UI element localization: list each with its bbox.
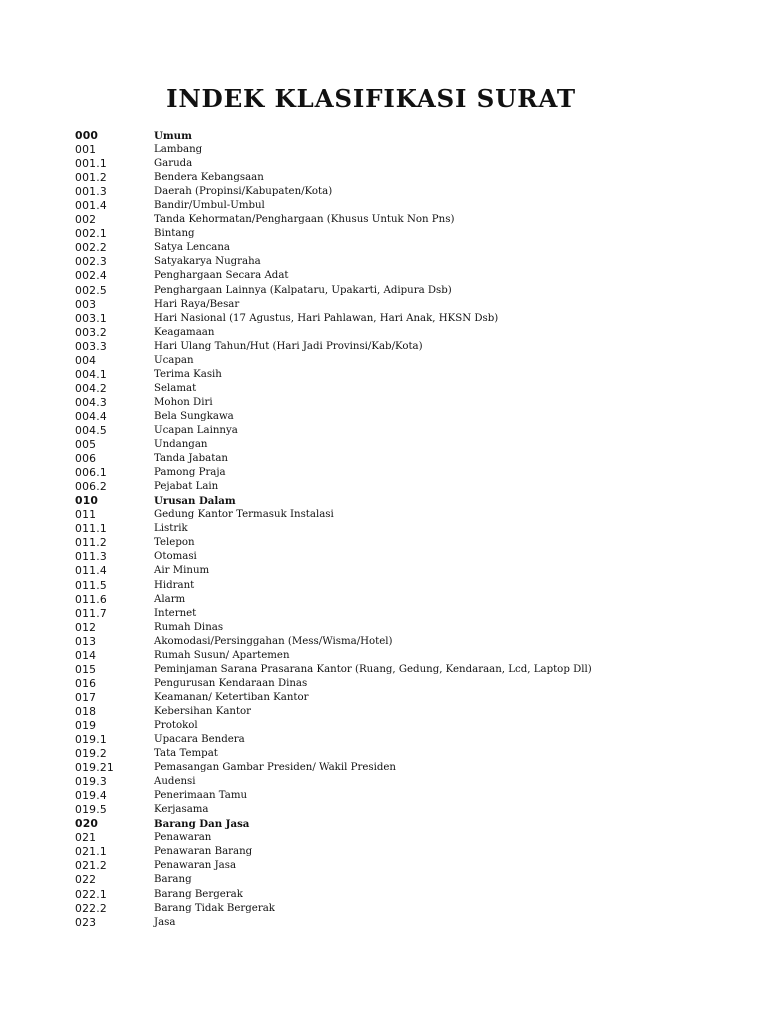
- list-item: [75, 733, 735, 747]
- list-item: [75, 298, 735, 312]
- classification-code: 021.2: [75, 859, 107, 873]
- classification-label: Jasa: [154, 916, 176, 928]
- classification-label: Audensi: [154, 776, 196, 788]
- classification-label: Pemasangan Gambar Presiden/ Wakil Presiden: [154, 762, 396, 774]
- classification-code: 006: [75, 452, 97, 466]
- classification-code: 004.2: [75, 381, 107, 395]
- list-item: [75, 340, 735, 354]
- classification-label: Hari Ulang Tahun/Hut (Hari Jadi Provinsi/Kab/Kota): [154, 340, 423, 352]
- classification-label: Barang Dan Jasa: [154, 818, 250, 831]
- list-item: [75, 480, 735, 494]
- list-item: [75, 269, 735, 283]
- classification-code: 001.2: [75, 171, 107, 185]
- classification-label: Akomodasi/Persinggahan (Mess/Wisma/Hotel): [154, 635, 393, 647]
- list-item: [75, 326, 735, 340]
- list-item: [75, 354, 735, 368]
- classification-label: Pengurusan Kendaraan Dinas: [154, 677, 308, 689]
- classification-label: Barang: [154, 874, 192, 886]
- classification-label: Tanda Jabatan: [154, 453, 228, 465]
- classification-code: 001: [75, 143, 97, 157]
- classification-code: 014: [75, 648, 97, 662]
- classification-label: Upacara Bendera: [154, 734, 245, 746]
- list-item: [75, 564, 735, 578]
- classification-label: Telepon: [154, 537, 195, 549]
- classification-code: 003.1: [75, 311, 107, 325]
- classification-label: Urusan Dalam: [154, 495, 236, 508]
- classification-code: 006.1: [75, 466, 107, 480]
- classification-label: Air Minum: [154, 565, 210, 577]
- classification-code: 011.4: [75, 564, 107, 578]
- list-item: [75, 227, 735, 241]
- classification-label: Mohon Diri: [154, 396, 213, 408]
- classification-code: 004.3: [75, 395, 107, 409]
- list-item: [75, 185, 735, 199]
- list-item: [75, 452, 735, 466]
- classification-code: 006.2: [75, 480, 107, 494]
- classification-label: Barang Bergerak: [154, 888, 243, 900]
- classification-label: Lambang: [154, 144, 203, 156]
- classification-label: Hari Raya/Besar: [154, 298, 240, 310]
- classification-code: 003: [75, 297, 97, 311]
- list-item: [75, 705, 735, 719]
- list-item: [75, 241, 735, 255]
- classification-label: Bela Sungkawa: [154, 410, 234, 422]
- list-item: [75, 691, 735, 705]
- list-item: [75, 466, 735, 480]
- classification-code: 003.3: [75, 339, 107, 353]
- list-item: [75, 368, 735, 382]
- list-item: [75, 579, 735, 593]
- list-item: [75, 171, 735, 185]
- classification-code: 002.2: [75, 241, 107, 255]
- classification-label: Peminjaman Sarana Prasarana Kantor (Ruang, Gedung, Kendaraan, Lcd, Laptop Dll): [154, 663, 592, 675]
- classification-code: 011.2: [75, 536, 107, 550]
- classification-label: Keamanan/ Ketertiban Kantor: [154, 691, 309, 703]
- classification-code: 002.3: [75, 255, 107, 269]
- list-item: [75, 747, 735, 761]
- classification-code: 015: [75, 662, 97, 676]
- list-item: [75, 522, 735, 536]
- list-item: [75, 410, 735, 424]
- classification-code: 019.4: [75, 789, 107, 803]
- classification-label: Internet: [154, 607, 197, 619]
- classification-label: Garuda: [154, 158, 193, 170]
- classification-code: 022: [75, 873, 97, 887]
- classification-label: Daerah (Propinsi/Kabupaten/Kota): [154, 186, 333, 198]
- classification-code: 004.5: [75, 423, 107, 437]
- list-item: [75, 789, 735, 803]
- list-item: [75, 607, 735, 621]
- list-item: [75, 213, 735, 227]
- classification-label: Bandir/Umbul-Umbul: [154, 200, 265, 212]
- classification-code: 011.6: [75, 592, 107, 606]
- classification-label: Alarm: [154, 593, 186, 605]
- classification-code: 011.5: [75, 578, 107, 592]
- classification-code: 021.1: [75, 845, 107, 859]
- classification-label: Pejabat Lain: [154, 481, 219, 493]
- classification-code: 021: [75, 831, 97, 845]
- classification-label: Hidrant: [154, 579, 195, 591]
- classification-code: 022.2: [75, 901, 107, 915]
- classification-label: Hari Nasional (17 Agustus, Hari Pahlawan, Hari Anak, HKSN Dsb): [154, 312, 499, 324]
- list-item: [75, 775, 735, 789]
- list-item: [75, 143, 735, 157]
- classification-code: 017: [75, 690, 97, 704]
- list-item: [75, 902, 735, 916]
- classification-code: 013: [75, 634, 97, 648]
- list-item: [75, 873, 735, 887]
- classification-label: Terima Kasih: [154, 368, 222, 380]
- list-item: [75, 649, 735, 663]
- classification-label: Selamat: [154, 382, 197, 394]
- classification-label: Tata Tempat: [154, 748, 218, 760]
- classification-code: 016: [75, 676, 97, 690]
- list-item: [75, 494, 735, 508]
- classification-code: 018: [75, 704, 97, 718]
- classification-code: 002.1: [75, 227, 107, 241]
- list-item: [75, 831, 735, 845]
- classification-code: 004.4: [75, 409, 107, 423]
- list-item: [75, 157, 735, 171]
- classification-label: Otomasi: [154, 551, 197, 563]
- list-item: [75, 255, 735, 269]
- classification-label: Umum: [154, 130, 192, 142]
- classification-label: Undangan: [154, 439, 208, 451]
- classification-code: 011.1: [75, 522, 107, 536]
- classification-label: Penghargaan Lainnya (Kalpataru, Upakarti, Adipura Dsb): [154, 284, 452, 296]
- classification-code: 002.4: [75, 269, 107, 283]
- classification-label: Gedung Kantor Termasuk Instalasi: [154, 509, 334, 521]
- classification-code: 010: [75, 494, 99, 508]
- classification-code: 001.1: [75, 157, 107, 171]
- classification-code: 002.5: [75, 283, 107, 297]
- classification-code: 004.1: [75, 367, 107, 381]
- list-item: [75, 817, 735, 831]
- page-title: INDEK KLASIFIKASI SURAT: [166, 84, 576, 113]
- classification-label: Tanda Kehormatan/Penghargaan (Khusus Untuk Non Pns): [154, 214, 455, 226]
- classification-label: Barang Tidak Bergerak: [154, 902, 275, 914]
- classification-label: Ucapan Lainnya: [154, 424, 238, 436]
- classification-code: 020: [75, 817, 99, 831]
- list-item: [75, 424, 735, 438]
- classification-label: Protokol: [154, 719, 198, 731]
- classification-label: Rumah Susun/ Apartemen: [154, 649, 290, 661]
- classification-code: 004: [75, 353, 97, 367]
- classification-label: Bintang: [154, 228, 195, 240]
- list-item: [75, 199, 735, 213]
- list-item: [75, 888, 735, 902]
- classification-label: Satyakarya Nugraha: [154, 256, 261, 268]
- classification-code: 011.7: [75, 606, 107, 620]
- classification-label: Bendera Kebangsaan: [154, 172, 264, 184]
- list-item: [75, 677, 735, 691]
- classification-code: 023: [75, 915, 97, 929]
- list-item: [75, 719, 735, 733]
- classification-label: Keagamaan: [154, 326, 215, 338]
- classification-code: 019.3: [75, 775, 107, 789]
- list-item: [75, 312, 735, 326]
- classification-code: 002: [75, 213, 97, 227]
- classification-code: 000: [75, 129, 99, 142]
- list-item: [75, 129, 735, 143]
- classification-code: 019.1: [75, 733, 107, 747]
- list-item: [75, 859, 735, 873]
- list-item: [75, 635, 735, 649]
- classification-label: Penawaran: [154, 832, 212, 844]
- list-item: [75, 438, 735, 452]
- list-item: [75, 663, 735, 677]
- classification-code: 001.3: [75, 185, 107, 199]
- classification-label: Pamong Praja: [154, 467, 226, 479]
- classification-code: 019.21: [75, 761, 114, 775]
- classification-code: 011.3: [75, 550, 107, 564]
- list-item: [75, 382, 735, 396]
- classification-code: 022.1: [75, 887, 107, 901]
- list-item: [75, 845, 735, 859]
- classification-code: 019.2: [75, 747, 107, 761]
- classification-code: 005: [75, 438, 97, 452]
- classification-label: Satya Lencana: [154, 242, 230, 254]
- list-item: [75, 396, 735, 410]
- list-item: [75, 593, 735, 607]
- classification-label: Kebersihan Kantor: [154, 705, 252, 717]
- list-item: [75, 916, 735, 930]
- classification-label: Ucapan: [154, 354, 194, 366]
- classification-label: Penawaran Barang: [154, 846, 253, 858]
- list-item: [75, 621, 735, 635]
- classification-label: Penawaran Jasa: [154, 860, 237, 872]
- classification-code: 012: [75, 620, 97, 634]
- classification-label: Rumah Dinas: [154, 621, 224, 633]
- classification-label: Penghargaan Secara Adat: [154, 270, 289, 282]
- classification-code: 019.5: [75, 803, 107, 817]
- list-item: [75, 284, 735, 298]
- classification-code: 003.2: [75, 325, 107, 339]
- classification-code: 001.4: [75, 199, 107, 213]
- classification-label: Listrik: [154, 523, 188, 535]
- classification-label: Penerimaan Tamu: [154, 790, 248, 802]
- classification-label: Kerjasama: [154, 804, 209, 816]
- list-item: [75, 761, 735, 775]
- list-item: [75, 803, 735, 817]
- list-item: [75, 508, 735, 522]
- list-item: [75, 550, 735, 564]
- classification-code: 019: [75, 718, 97, 732]
- classification-list: [75, 129, 735, 930]
- list-item: [75, 536, 735, 550]
- classification-code: 011: [75, 508, 97, 522]
